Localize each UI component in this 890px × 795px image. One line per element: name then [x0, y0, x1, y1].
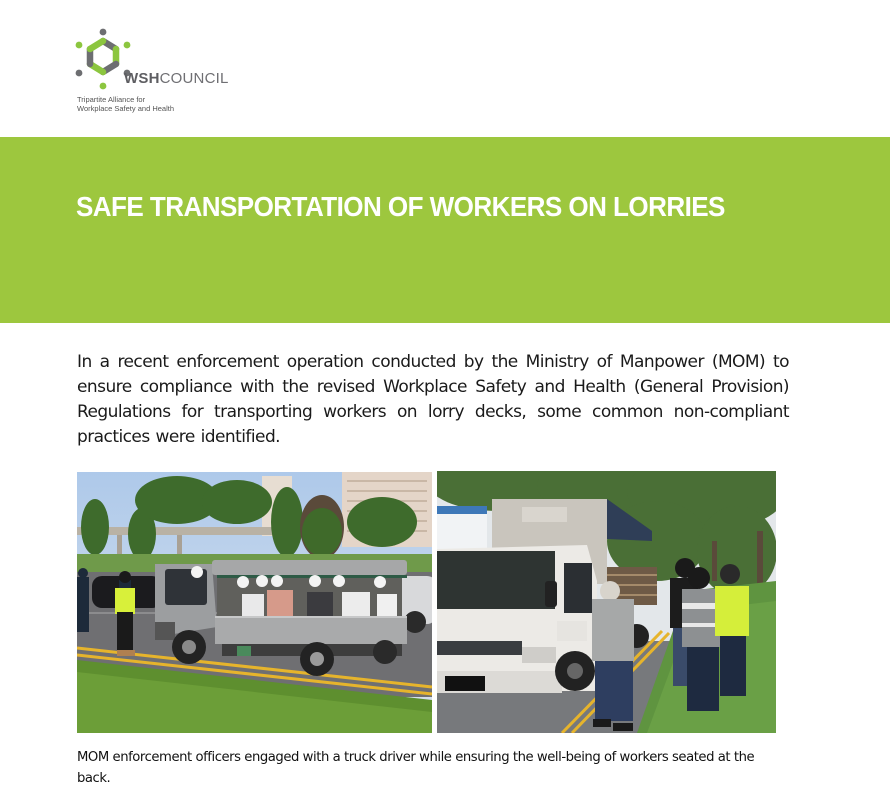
intro-paragraph: In a recent enforcement operation conducted by the Ministry of Manpower (MOM) to ensure compliance with the revised Workplace Safety and Health (General Provision) Regulations for transporting workers on lorry decks, some common non-compliant practices were identified. [77, 352, 789, 447]
photo-1-illustration [77, 472, 432, 733]
page-title: SAFE TRANSPORTATION OF WORKERS ON LORRIES [76, 191, 725, 222]
photo-grey-lorry-inspection [77, 472, 432, 733]
photo-caption: MOM enforcement officers engaged with a truck driver while ensuring the well-being of workers seated at the back. [77, 750, 755, 786]
logo-tagline-line1: Tripartite Alliance for [77, 95, 146, 104]
title-banner [0, 137, 890, 323]
wsh-council-hexagon-logo-icon [75, 28, 131, 90]
wsh-council-logo [75, 28, 235, 118]
photo-white-lorry-driver-engagement [437, 471, 776, 733]
logo-wordmark [124, 71, 229, 87]
photo-2-illustration [437, 471, 776, 733]
logo-tagline [77, 95, 174, 113]
logo-wordmark-bold: WSH [124, 70, 160, 87]
logo-wordmark-regular: COUNCIL [159, 70, 229, 87]
logo-tagline-line2: Workplace Safety and Health [77, 104, 174, 113]
